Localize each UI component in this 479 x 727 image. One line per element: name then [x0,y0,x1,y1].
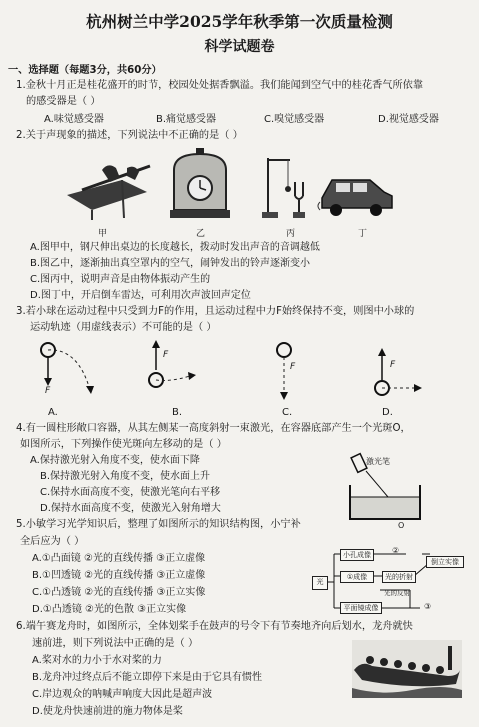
q3-a-force-label: F [45,386,51,396]
q6-option-d: D.使龙舟快速前进的施力物体是桨 [32,706,183,717]
q5-box-imaging: ①成像 [340,571,374,583]
q5-mark-2: ② [392,546,400,555]
q6-stem-line2: 速前进，则下列说法中正确的是（ ） [32,638,199,649]
q5-label-reflection: 光的反射 [384,589,410,597]
q6-option-c: C.岸边观众的呐喊声响度大因此是超声波 [32,689,213,700]
q3-option-d: D. [382,407,393,418]
q5-box-light: 光 [312,576,328,590]
q2-option-a: A.图甲中，钢尺伸出桌边的长度越长，拨动时发出声音的音调越低 [30,242,320,253]
q1-option-b: B.痛觉感受器 [156,114,217,125]
q4-stem-line1: 4.有一圆柱形敞口容器，从其左侧某一高度斜射一束激光，在容器底部产生一个光斑O， [16,423,411,434]
q5-stem-line2: 全后应为（ ） [20,536,85,547]
q2-figure-car [318,168,396,218]
q2-caption-yi: 乙 [196,229,206,239]
q4-option-b: B.保持激光射入角度不变，使水面上升 [40,471,211,482]
q2-caption-bing: 丙 [286,229,296,239]
q2-stem: 2.关于声现象的描述，下列说法中不正确的是（ ） [16,130,243,141]
q3-figure-c [268,340,308,410]
q4-point-o: O [398,521,405,530]
q3-figure-d [364,350,424,400]
q5-option-d: D.①凸透镜 ②光的色散 ③正立实像 [32,604,187,615]
q2-caption-jia: 甲 [98,229,108,239]
q1-stem-line1: 1.金秋十月正是桂花盛开的时节，校园处处据香飘溢。我们能闻到空气中的桂花香气所依靠 [16,80,424,91]
q2-figure-bell-jar [168,148,232,220]
q2-figure-tuning-fork [262,156,312,220]
q1-option-d: D.视觉感受器 [378,114,439,125]
q3-figure-b [140,340,200,402]
q3-stem-line1: 3.若小球在运动过程中只受到力F的作用，且运动过程中力F始终保持不变，则图中小球的 [16,306,415,317]
q1-option-c: C.嗅觉感受器 [264,114,325,125]
q5-option-a: A.①凸面镜 ②光的直线传播 ③正立虚像 [32,553,206,564]
q5-box-refraction: 光的折射 [382,571,416,583]
q3-stem-line2: 运动轨迹（用虚线表示）不可能的是（ ） [30,322,217,333]
q2-caption-ding: 丁 [358,229,368,239]
q4-option-a: A.保持激光射入角度不变，使水面下降 [30,455,200,466]
q2-option-c: C.图丙中，说明声音是由物体振动产生的 [30,274,211,285]
q6-figure-dragon-boat [352,640,462,698]
q2-option-d: D.图丁中，开启倒车雷达，可利用次声波回声定位 [30,290,251,301]
q1-option-a: A.味觉感受器 [44,114,104,125]
exam-title: 杭州树兰中学2025学年秋季第一次质量检测 [86,12,393,31]
q4-laser-label: 激光笔 [366,457,390,466]
q2-option-b: B.图乙中，逐渐抽出真空罩内的空气，闹钟发出的铃声逐渐变小 [30,258,311,269]
q5-option-c: C.①凸透镜 ②光的直线传播 ③正立实像 [32,587,206,598]
q3-d-force-label: F [390,360,396,370]
q1-stem-line2: 的感受器是（ ） [26,96,101,107]
q6-option-a: A.桨对水的力小于水对桨的力 [32,655,162,666]
section-heading: 一、选择题（每题3分，共60分） [8,65,162,76]
q5-box-small-hole: 小孔成像 [340,549,374,561]
q5-box-inverted-real: 倒立实像 [426,556,464,568]
q3-option-b: B. [172,407,183,418]
q5-mark-3: ③ [424,602,432,611]
q3-c-force-label: F [290,362,296,372]
q6-option-b: B.龙舟冲过终点后不能立即停下来是由于它具有惯性 [32,672,263,683]
q3-option-c: C. [282,407,293,418]
q2-figure-ruler [62,160,152,220]
q4-option-c: C.保持水面高度不变，使激光笔向右平移 [40,487,221,498]
q3-b-force-label: F [163,350,169,360]
q3-option-a: A. [48,407,58,418]
exam-subtitle: 科学试题卷 [204,39,275,55]
q5-box-plane-mirror: 平面镜成像 [340,602,382,614]
q5-stem-line1: 5.小敏学习光学知识后，整理了如图所示的知识结构图，小宁补 [16,519,301,530]
q6-stem-line1: 6.端午赛龙舟时，如图所示，全体划桨手在鼓声的号令下有节奏地齐向后划水，龙舟就快 [16,621,413,632]
q5-option-b: B.①凹透镜 ②光的直线传播 ③正立虚像 [32,570,206,581]
q4-stem-line2: 如图所示，下列操作使光斑向左移动的是（ ） [20,439,227,450]
q4-option-d: D.保持水面高度不变，使激光入射角增大 [40,503,221,514]
